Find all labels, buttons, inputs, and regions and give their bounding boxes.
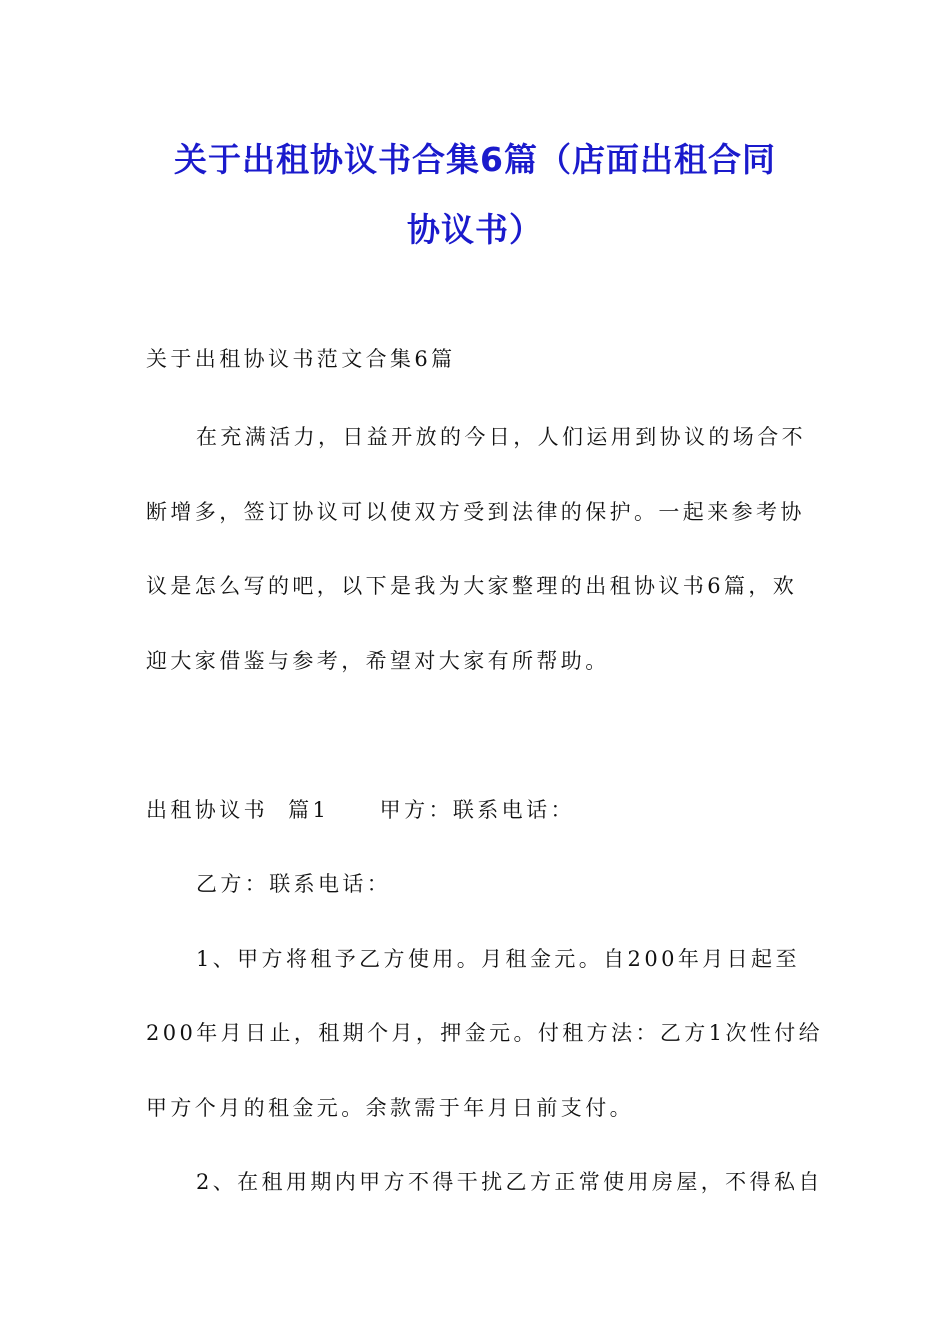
party-b-line: 乙方：联系电话： [196,872,392,896]
document-title-line-1: 关于出租协议书合集6篇（店面出租合同 [174,140,776,179]
clause-1-line-3: 甲方个月的租金元。余款需于年月日前支付。 [146,1096,634,1120]
intro-line-4: 迎大家借鉴与参考，希望对大家有所帮助。 [146,649,610,673]
section-heading: 出租协议书 篇1 甲方：联系电话： [146,798,575,822]
clause-1-line-2: 200年月日止，租期个月，押金元。付租方法：乙方1次性付给 [146,1021,824,1045]
intro-line-3: 议是怎么写的吧，以下是我为大家整理的出租协议书6篇，欢 [146,574,798,598]
clause-2-line-1: 2、在租用期内甲方不得干扰乙方正常使用房屋，不得私自 [196,1170,823,1194]
subtitle: 关于出租协议书范文合集6篇 [146,347,456,371]
document-title-line-2: 协议书） [407,210,543,249]
clause-1-line-1: 1、甲方将租予乙方使用。月租金元。自200年月日起至 [196,947,800,971]
intro-line-2: 断增多，签订协议可以使双方受到法律的保护。一起来参考协 [146,500,805,524]
intro-line-1: 在充满活力，日益开放的今日，人们运用到协议的场合不 [196,425,806,449]
